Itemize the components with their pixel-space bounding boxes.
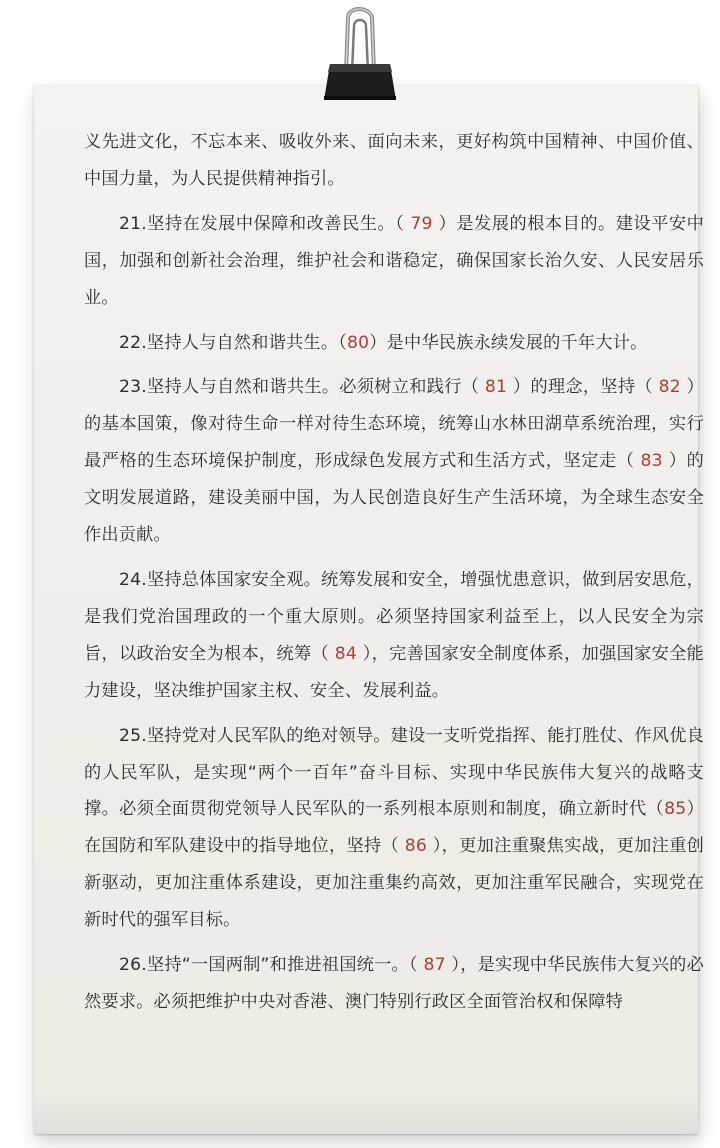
paragraph-p-24 xyxy=(84,562,704,710)
paragraph-text: ）的文明发展道路，建设美丽中国，为人民创造良好生产生活环境，为全球生态安全作出贡献。 xyxy=(84,451,704,546)
answer-number: 84 xyxy=(334,643,357,664)
paragraph-text: 26.坚持“一国两制”和推进祖国统一。（ xyxy=(119,955,424,976)
paragraph-text: ）的理念，坚持（ xyxy=(507,377,659,398)
paragraph-text: ）在国防和军队建设中的指导地位，坚持（ xyxy=(84,799,705,857)
answer-number: 87 xyxy=(423,955,446,976)
answer-number: 82 xyxy=(658,377,681,398)
paragraph-p-22 xyxy=(84,325,704,362)
paragraph-text: ），更加注重聚焦实战，更加注重创新驱动，更加注重体系建设，更加注重集约高效，更加注重军民融合，实现党在新时代的强军目标。 xyxy=(84,836,705,931)
paragraph-text: 22.坚持人与自然和谐共生。（ xyxy=(119,332,347,353)
answer-number: 83 xyxy=(640,451,663,472)
answer-number: 79 xyxy=(410,213,433,234)
answer-number: 86 xyxy=(404,836,427,857)
paragraph-text: 21.坚持在发展中保障和改善民生。（ xyxy=(119,213,411,234)
paragraph-p-21 xyxy=(84,206,704,317)
paragraph-text: ），完善国家安全制度体系，加强国家安全能力建设，坚决维护国家主权、安全、发展利益。 xyxy=(84,643,704,701)
paragraph-p-intro xyxy=(84,124,704,198)
paragraph-p-23 xyxy=(84,369,704,554)
paragraph-p-25 xyxy=(84,718,704,939)
paragraph-text: ）的基本国策，像对待生命一样对待生态环境，统筹山水林田湖草系统治理，实行最严格的生态环境保护制度，形成绿色发展方式和生活方式，坚定走（ xyxy=(84,377,704,472)
document-body xyxy=(84,124,704,1029)
answer-number: 85 xyxy=(664,799,687,820)
answer-number: 80 xyxy=(347,332,370,353)
paragraph-text: ）是发展的根本目的。建设平安中国，加强和创新社会治理，维护社会和谐稳定，确保国家长治久安、人民安居乐业。 xyxy=(84,213,705,308)
paragraph-text: 24.坚持总体国家安全观。统筹发展和安全，增强忧患意识，做到居安思危，是我们党治国理政的一个重大原则。必须坚持国家利益至上，以人民安全为宗旨，以政治安全为根本，统筹（ xyxy=(84,569,704,664)
paragraph-text: ）是中华民族永续发展的千年大计。 xyxy=(369,332,648,353)
binder-clip-icon xyxy=(318,0,402,100)
paragraph-text: 23.坚持人与自然和谐共生。必须树立和践行（ xyxy=(119,377,485,398)
answer-number: 81 xyxy=(484,377,508,398)
paragraph-text: ），是实现中华民族伟大复兴的必然要求。必须把维护中央对香港、澳门特别行政区全面管治权和保障特 xyxy=(84,955,704,1012)
paragraph-p-26 xyxy=(84,947,704,1021)
paragraph-text: 25.坚持党对人民军队的绝对领导。建设一支听党指挥、能打胜仗、作风优良的人民军队，是实现“两个一百年”奋斗目标、实现中华民族伟大复兴的战略支撑。必须全面贯彻党领导人民军队的一系列根本原则和制度，确立新时代（ xyxy=(84,725,704,820)
paragraph-text: 义先进文化，不忘本来、吸收外来、面向未来，更好构筑中国精神、中国价值、中国力量，为人民提供精神指引。 xyxy=(84,132,704,189)
